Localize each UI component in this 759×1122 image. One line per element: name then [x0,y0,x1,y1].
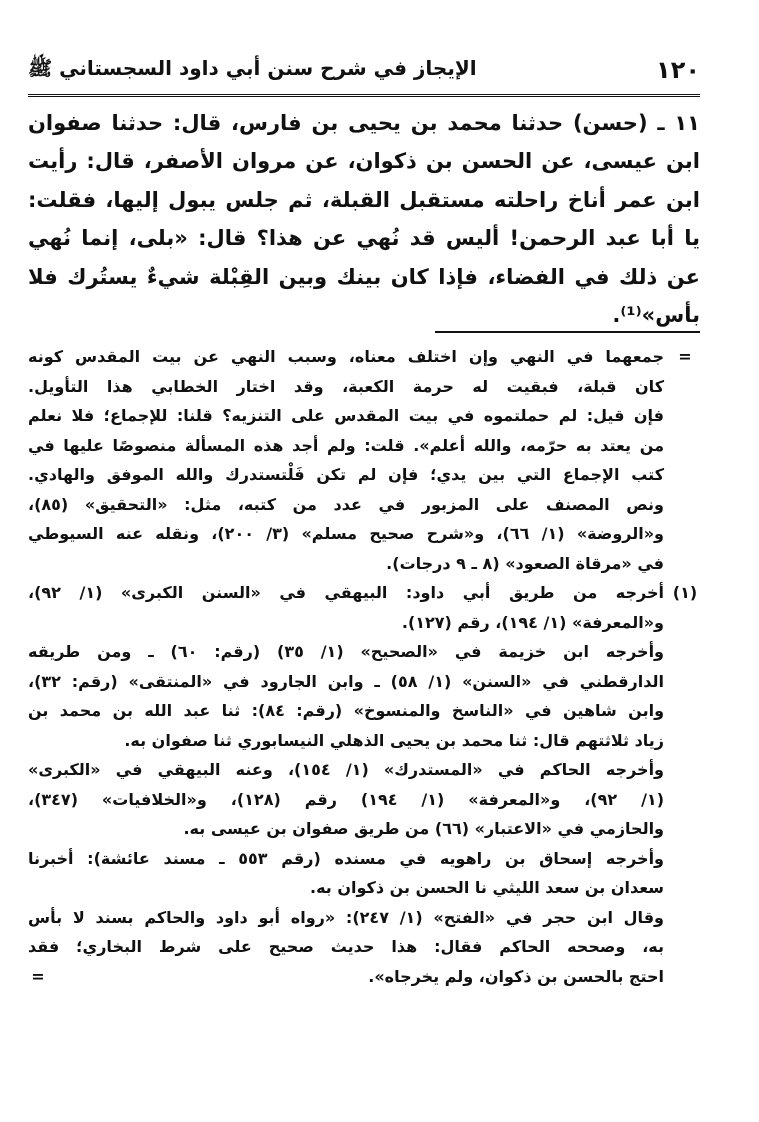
text-line: ابن عيسى، عن الحسن بن ذكوان، عن مروان الأصفر، قال: رأيت [28,149,700,174]
hadith-paragraph [28,104,700,334]
footnote-line: من يعتد به حرّمه، والله أعلم». قلت: ولم أجد هذه المسألة منصوصًا عليها في [28,435,664,455]
footnote-line: وقال ابن حجر في «الفتح» (١/ ٢٤٧): «رواه أبو داود والحاكم بسند لا بأس [28,907,664,927]
footnote-line: زياد ثلاثتهم قال: ثنا محمد بن يحيى الذهلي النيسابوري ثنا صفوان به. [124,730,664,750]
text-line: الفضاء، فإذا كان بينك وبين القِبْلة شيءٌ يستُرك فلا بأس»⁽¹⁾. [28,264,700,328]
footnote-line: وأخرجه الحاكم في «المستدرك» (١/ ١٥٤)، وعنه البيهقي في «الكبرى» [28,760,664,779]
footnotes [28,342,700,991]
text-line: ١١ ـ (حسن) حدثنا محمد بن يحيى بن فارس، قال: حدثنا صفوان [28,111,700,135]
footnote-line: كتب الإجماع التي بين يدي؛ فإن لم تكن فَلْتستدرك والله الموفق والهادي. [28,465,664,484]
footnote-line: أخرجه من طريق أبي داود: البيهقي في «السنن الكبرى» (١/ ٩٢)، [28,583,664,602]
text-line: ابن عمر أناخ راحلته مستقبل القبلة، ثم جلس يبول إليها، فقلت: يا أبا [28,187,700,251]
hadith-text [28,104,700,334]
footnote-number: (١) [672,583,698,602]
footnote-line: وأخرجه ابن خزيمة في «الصحيح» (١/ ٣٥) (رقم: ٦٠) ـ ومن طريقه [28,642,665,661]
page-number: ١٢٠ [656,56,700,84]
footnote-separator [435,331,700,333]
footnote-line: و«الروضة» (١/ ٦٦)، و«شرح صحيح مسلم» (٣/ ٢٠٠)، ونقله عنه السيوطي [28,524,664,543]
footnote-line: سعدان بن سعد الليثي نا الحسن بن ذكوان به. [310,878,664,897]
footnote-continuation [28,342,700,578]
footnote-line: الدارقطني في «السنن» (١/ ٥٨) ـ وابن الجارود في «المنتقى» (رقم: ٣٢)، [28,671,664,691]
running-header [28,52,700,92]
footnote-line: به، وصححه الحاكم فقال: هذا حديث صحيح على شرط البخاري؛ فقد [28,937,664,956]
footnote-line: احتج بالحسن بن ذكوان، ولم يخرجاه». [368,966,664,986]
footnote-line: وابن شاهين في «الناسخ والمنسوخ» (رقم: ٨٤): ثنا عبد الله بن محمد بن [28,701,665,720]
header-rule [28,94,700,97]
footnote-line: وأخرجه إسحاق بن راهويه في مسنده (رقم ٥٥٣ ـ مسند عائشة): أخبرنا [28,848,664,868]
continuation-marker: = [678,347,692,366]
footnote-line: جمعهما في النهي وإن اختلف معناه، وسبب النهي عن بيت المقدس كونه [28,347,664,366]
footnote-line: والحازمي في «الاعتبار» (٦٦) من طريق صفوان بن عيسى به. [183,819,664,838]
footnote-line: (١/ ٩٢)، و«المعرفة» (١/ ١٩٤) رقم (١٢٨)، و«الخلافيات» (٣٤٧)، [28,789,664,809]
footnote-line: فإن قيل: لم حملتموه في بيت المقدس على التنزيه؟ قلنا: للإجماع؛ فلا نعلم [28,406,664,425]
footnote-line: كان قبلة، فبقيت له حرمة الكعبة، وقد اختار الخطابي هذا التأويل. [28,376,664,396]
continues-marker: = [31,966,45,986]
book-title: الإيجاز في شرح سنن أبي داود السجستاني ﷺ [28,56,477,80]
footnote-line: و«المعرفة» (١/ ١٩٤)، رقم (١٢٧). [401,612,664,632]
footnote-line: في «مرقاة الصعود» (٨ ـ ٩ درجات). [386,553,664,573]
footnote-1 [28,578,700,991]
text-line: عبد الرحمن! أليس قد نُهي عن هذا؟ قال: «بلى، إنما نُهي عن ذلك في [28,226,701,289]
footnote-line: ونص المصنف على المزبور في عدد من كتبه، مثل: «التحقيق» (٨٥)، [28,494,664,514]
